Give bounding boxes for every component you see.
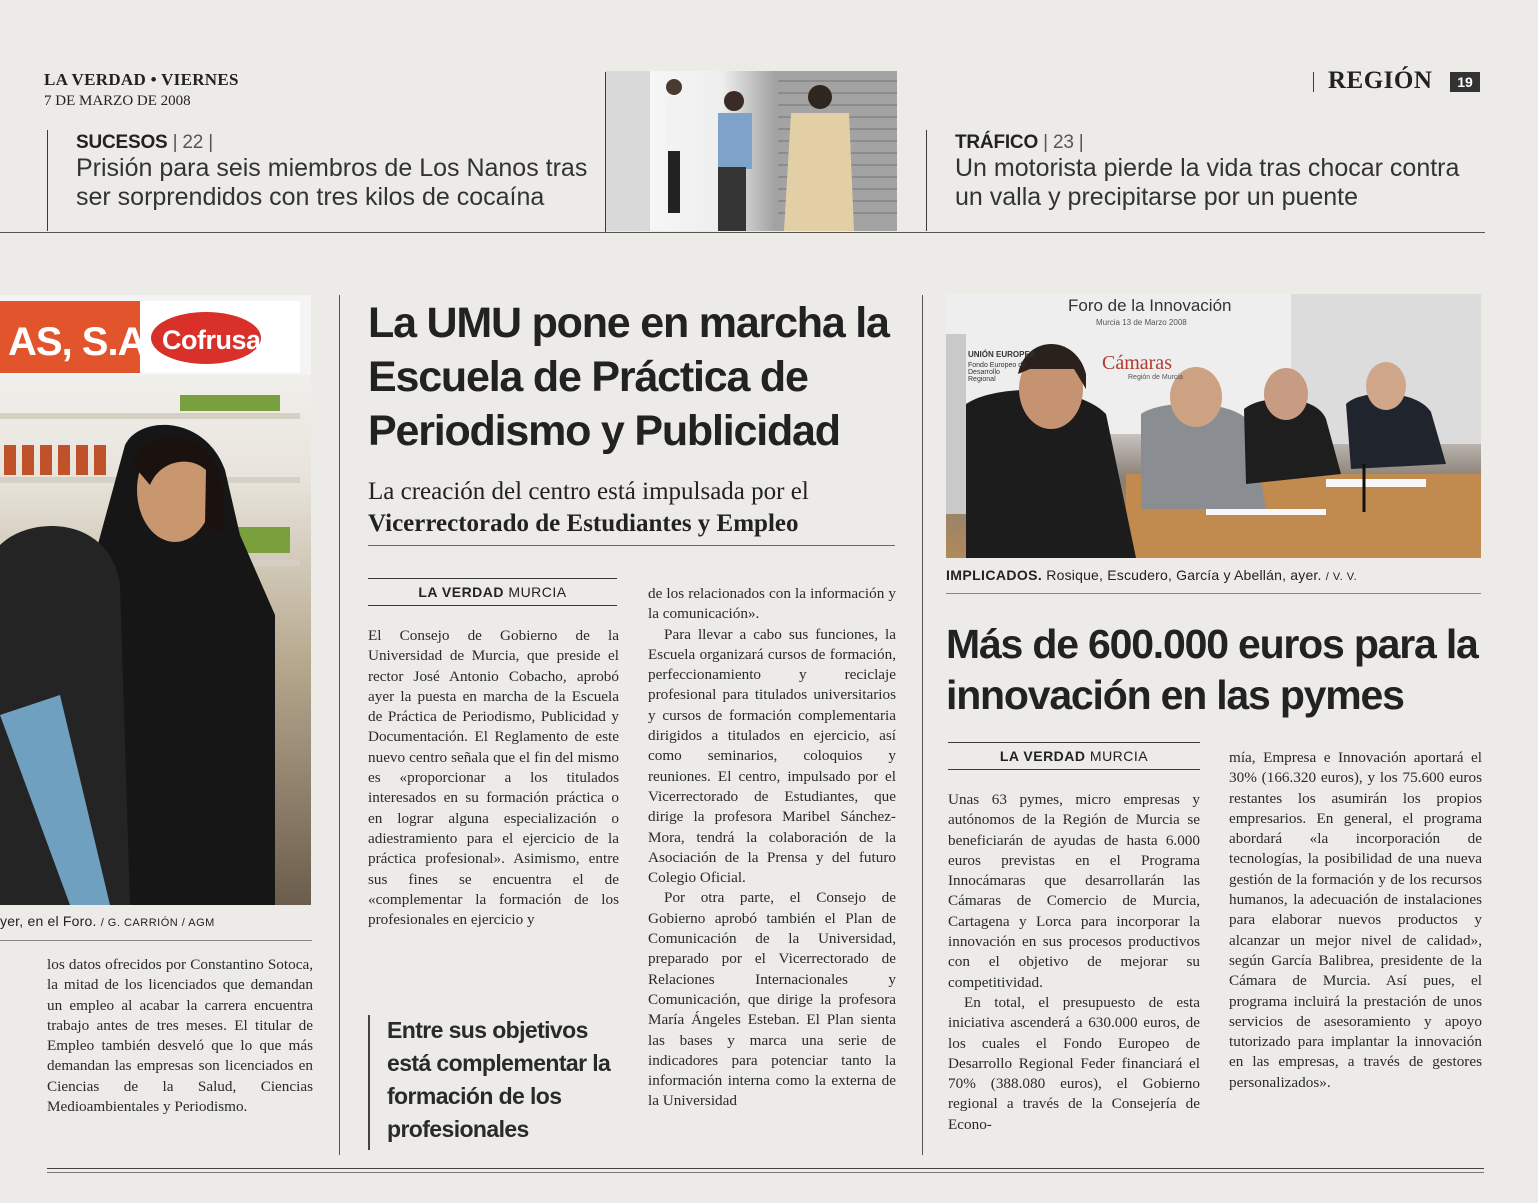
camaras-logo: Cámaras (1102, 352, 1172, 374)
caption-credit: / V. V. (1325, 571, 1358, 583)
teaser-rule-right (926, 130, 927, 231)
byline-city: MURCIA (508, 584, 567, 600)
left-caption-rule (0, 940, 312, 941)
teaser-sucesos[interactable] (76, 132, 601, 212)
subhead-bold: Vicerrectorado de Estudiantes y Empleo (368, 510, 799, 537)
teaser-text: Un motorista pierde la vida tras chocar contra un valla y precipitarse por un puente (955, 154, 1460, 211)
section-title: REGIÓN (1328, 67, 1433, 94)
paragraph: En total, el presupuesto de esta iniciativa ascenderá a 630.000 euros, de los cuales el Fondo Europeo de Desarrollo Regional Feder financiará el 70% (388.080 euros), el Gobierno regional a través de la Consejería de Econo- (948, 993, 1200, 1133)
main-subhead (368, 476, 898, 540)
main-headline: La UMU pone en marcha la Escuela de Práctica de Periodismo y Publicidad (368, 299, 889, 455)
paragraph: Para llevar a cabo sus funciones, la Escuela organizará cursos de formación, perfeccionamiento y reciclaje profesional para titulados universitarios y cursos de formación complementaria dirigidos a titulados en ejercicio, así como seminarios, coloquios y reuniones. El centro, impulsado por el Vicerrectorado de Estudiantes, que dirige la profesora Maribel Sánchez-Mora, tendrá la colaboración de la Asociación de la Prensa y del futuro Colegio Oficial. (648, 625, 896, 887)
subhead-plain: La creación del centro está impulsada por el (368, 478, 809, 505)
photo-banner-sub: Murcia 13 de Marzo 2008 (1096, 318, 1187, 327)
teaser-bottom-rule (0, 232, 1485, 233)
teaser-text: Prisión para seis miembros de Los Nanos tras ser sorprendidos con tres kilos de cocaína (76, 154, 588, 211)
byline-rule-bottom (948, 769, 1200, 770)
paragraph: Unas 63 pymes, micro empresas y autónomos de la Región de Murcia se beneficiarán de ayudas de hasta 6.000 euros previstas en el Programa Innocámaras que desarrollarán las Cámaras de Comercio de Murcia, Cartagena y Lorca para incorporar la innovación en sus procesos productivos con el objetivo de mejorar su competitividad. (948, 791, 1200, 991)
second-byline (948, 748, 1200, 764)
footer-rule-2 (47, 1172, 1484, 1173)
second-headline: Más de 600.000 euros para la innovación en las pymes (946, 621, 1478, 718)
byline-rule-bottom (368, 605, 617, 606)
issue-date: 7 DE MARZO DE 2008 (44, 93, 191, 109)
byline-rule-top (368, 578, 617, 579)
section-divider (1313, 72, 1314, 92)
column-rule-2 (922, 295, 923, 1155)
left-column-text: los datos ofrecidos por Constantino Sotoca, la mitad de los licenciados que demandan un empleo al acabar la carrera encuentra trabajo antes de tres meses. El titular de Empleo también desveló que lo que más demandan las empresas son licenciados en Ciencias de la Salud, Ciencias Medioambientales y Periodismo. (47, 956, 313, 1116)
second-article-col1 (948, 790, 1200, 1135)
byline-city: MURCIA (1089, 748, 1149, 764)
paragraph: Por otra parte, el Consejo de Gobierno aprobó también el Plan de Comunicación de la Universidad, preparado por el Vicerrectorado de Relaciones Internacionales y Comunicación, que dirige la profesora María Ángeles Esteban. El Plan sienta las bases y marca una serie de indicadores para potenciar tanto la información interna como la externa de la Universidad (648, 889, 896, 1110)
pullquote-bar (368, 1015, 370, 1150)
eu-sub: Fondo Europeo de Desarrollo Regional (968, 362, 1026, 383)
column-rule-1 (339, 295, 340, 1155)
byline-rule-top (948, 742, 1200, 743)
photo-banner: Foro de la Innovación (1068, 296, 1232, 315)
caption-text: Rosique, Escudero, García y Abellán, ayer. (1046, 567, 1322, 583)
store-photo (0, 295, 311, 905)
byline-outlet: LA VERDAD (418, 584, 505, 600)
teaser-kicker: TRÁFICO (955, 132, 1039, 153)
caption-text: yer, en el Foro. (0, 913, 97, 929)
eu-label: UNIÓN EUROPEA (968, 350, 1036, 359)
left-photo-caption (0, 913, 215, 929)
sign-right: Cofrusa (162, 325, 261, 355)
subhead-rule (368, 545, 895, 546)
sign-left: AS, S.A. (8, 320, 156, 364)
second-article-col2: mía, Empresa e Innovación aportará el 30% (166.320 euros), y los 75.600 euros restantes los asumirán los propios empresarios. En general, el programa abordará «la incorporación de tecnologías, la posibilidad de una nueva gestión de la formación y de los recursos humanos, la adecuación de instalaciones para elaborar nuevos productos y alcanzar un mejor nivel de calidad», según García Balibrea, presidente de la Cámara de Murcia. Así pues, el programa incluirá la prestación de unos servicios de asesoramiento y apoyo tutorizado para implantar la innovación en las empresas, a través de gestores personalizados». (1229, 749, 1482, 1091)
right-caption-rule (946, 593, 1481, 594)
right-photo-caption (946, 567, 1357, 583)
teaser-trafico[interactable] (955, 132, 1480, 212)
teaser-page: | 22 | (172, 132, 213, 153)
page-number: 19 (1450, 72, 1480, 92)
main-byline (368, 584, 617, 600)
camaras-sub: Región de Murcia (1128, 374, 1183, 381)
byline-outlet: LA VERDAD (999, 748, 1086, 764)
teaser-page: | 23 | (1043, 132, 1084, 153)
teaser-rule-left (47, 130, 48, 231)
caption-bold: IMPLICADOS. (946, 567, 1043, 583)
sucesos-photo (606, 71, 897, 231)
pullquote: Entre sus objetivos está complementar la formación de los profesionales (387, 1017, 611, 1142)
teaser-kicker: SUCESOS (76, 132, 168, 153)
newspaper-name: LA VERDAD • VIERNES (44, 70, 239, 89)
paragraph: de los relacionados con la información y la comunicación». (648, 585, 896, 623)
footer-rule (47, 1168, 1484, 1169)
press-conference-photo (946, 294, 1481, 558)
caption-credit: / G. CARRIÓN / AGM (100, 917, 215, 929)
main-article-col1: El Consejo de Gobierno de la Universidad de Murcia, que preside el rector José Antonio Cobacho, aprobó ayer la puesta en marcha de la Escuela de Práctica de Periodismo, Publicidad y Documentación. El Reglamento de este nuevo centro señala que el fin del mismo es «proporcionar a los titulados interesados en su formación práctica o en lograr alguna especialización o adiestramiento para el ejercicio de la práctica profesional». Asimismo, entre sus fines se encuentra el de «complementar la formación de los profesionales en ejercicio y (368, 627, 619, 929)
main-article-col2 (648, 584, 896, 1112)
